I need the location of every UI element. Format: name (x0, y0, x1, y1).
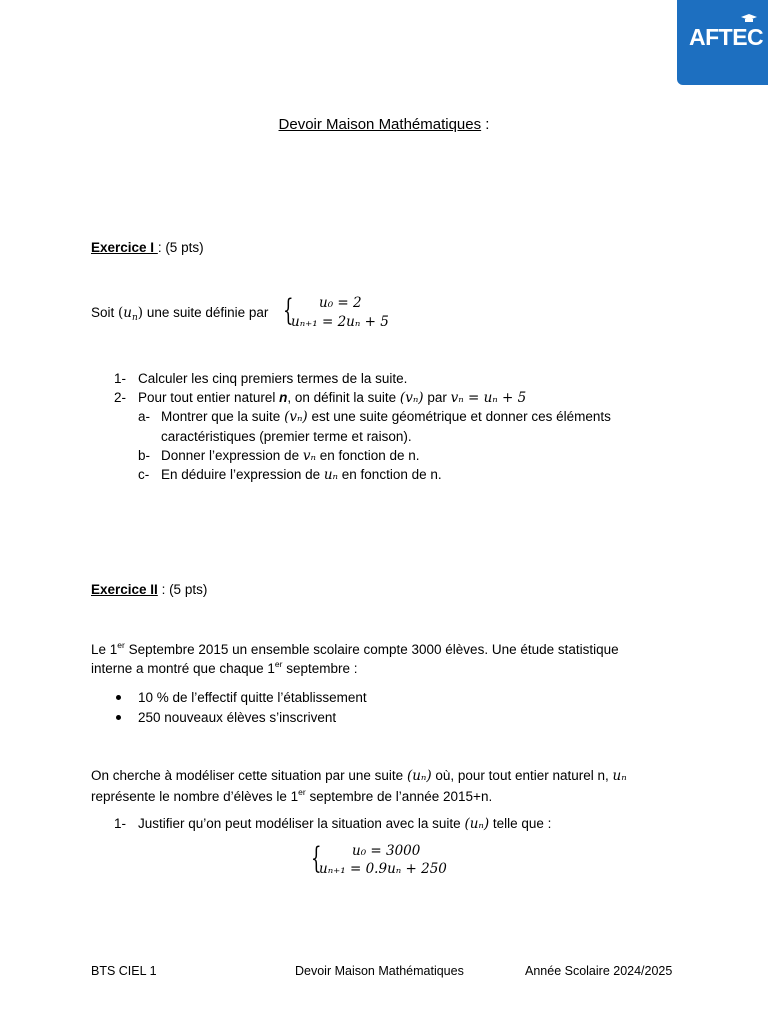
bullet-dot (116, 695, 121, 700)
footer-center: Devoir Maison Mathématiques (295, 964, 464, 978)
page-title: Devoir Maison Mathématiques : (278, 116, 490, 133)
system-brace: { (283, 293, 294, 328)
exercise2-heading: Exercice II : (5 pts) (91, 582, 208, 597)
ex1-qc-letter: c- (138, 467, 150, 482)
logo-text: AFTEC (689, 24, 764, 50)
ex1-qc-text: En déduire l’expression de uₙ en fonction de n. (161, 467, 442, 483)
footer-right: Année Scolaire 2024/2025 (525, 964, 673, 978)
ex1-q1-text: Calculer les cinq premiers termes de la suite. (138, 371, 408, 386)
ex2-q1-text: Justifier qu’on peut modéliser la situation avec la suite (uₙ) telle que : (138, 816, 552, 832)
system-brace: { (311, 841, 322, 876)
exercise2-paragraph4: représente le nombre d’élèves le 1er septembre de l’année 2015+n. (91, 787, 493, 804)
ex1-qa-letter: a- (138, 409, 151, 424)
ex2-q1-number: 1- (114, 816, 127, 831)
exercise2-paragraph1: Le 1er Septembre 2015 un ensemble scolaire compte 3000 élèves. Une étude statistique (91, 640, 619, 657)
ex1-qa-text-cont: caractéristiques (premier terme et raison). (161, 429, 412, 444)
ex1-q1-number: 1- (114, 371, 127, 386)
footer-left: BTS CIEL 1 (91, 964, 157, 978)
bullet-item-2: 250 nouveaux élèves s’inscrivent (138, 710, 337, 725)
aftec-logo (677, 0, 768, 85)
exercise2-paragraph2: interne a montré que chaque 1er septembre : (91, 659, 358, 676)
exercise2-paragraph3: On cherche à modéliser cette situation par une suite (uₙ) où, pour tout entier naturel n, uₙ (91, 768, 627, 784)
exercise2-system-line1: u₀ = 3000 (352, 843, 421, 859)
exercise1-heading: Exercice I : (5 pts) (91, 240, 204, 255)
bullet-item-1: 10 % de l’effectif quitte l’établissement (138, 690, 367, 705)
ex1-q2-number: 2- (114, 390, 127, 405)
exercise2-system-line2: uₙ₊₁ = 0.9uₙ + 250 (319, 861, 447, 877)
graduation-cap-icon (741, 14, 757, 24)
exercise1-intro: Soit $(u_n)$ une suite définie par (91, 305, 269, 323)
ex1-qb-letter: b- (138, 448, 151, 463)
ex1-qb-text: Donner l’expression de vₙ en fonction de n. (161, 448, 420, 464)
ex1-qa-text: Montrer que la suite (vₙ) est une suite géométrique et donner ces éléments (161, 409, 611, 425)
bullet-dot (116, 715, 121, 720)
exercise1-system-line1: u₀ = 2 (319, 295, 362, 311)
ex1-q2-text: Pour tout entier naturel n, on définit la suite (vₙ) par vₙ = uₙ + 5 (138, 390, 527, 406)
exercise1-system-line2: uₙ₊₁ = 2uₙ + 5 (291, 314, 389, 330)
